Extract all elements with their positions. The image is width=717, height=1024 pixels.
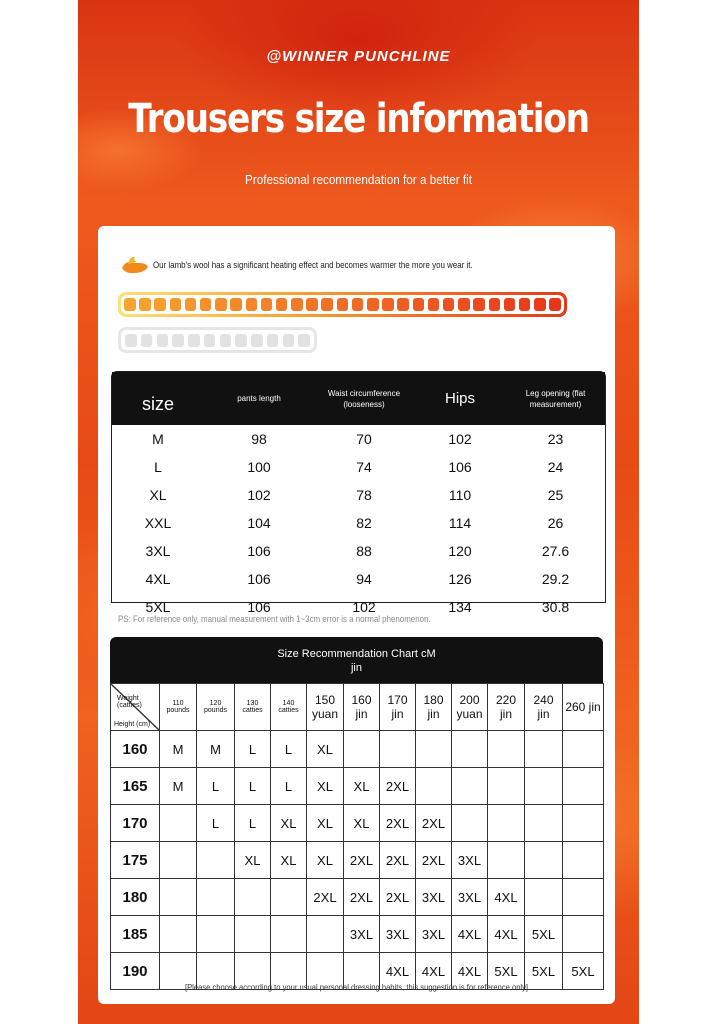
- recommended-size-cell: L: [197, 768, 235, 805]
- weight-axis-label: Weight (catties): [117, 695, 142, 709]
- recommended-size-cell: L: [271, 768, 307, 805]
- warmth-segment: [154, 298, 166, 311]
- size-cell: L: [154, 459, 162, 475]
- recommended-size-cell: [235, 916, 271, 953]
- recommended-size-cell: [452, 805, 488, 842]
- size-cell: 74: [356, 459, 372, 475]
- cold-segment: [141, 334, 153, 347]
- size-cell: 106: [247, 599, 271, 615]
- warmth-segment: [428, 298, 440, 311]
- recommended-size-cell: 2XL: [380, 768, 416, 805]
- warmth-segment: [458, 298, 470, 311]
- recommended-size-cell: 3XL: [380, 916, 416, 953]
- recommended-size-cell: [197, 916, 235, 953]
- recommended-size-cell: [525, 768, 563, 805]
- recommended-size-cell: 2XL: [380, 879, 416, 916]
- size-cell: 27.6: [541, 543, 570, 559]
- warmth-meter-hot: [118, 292, 567, 317]
- size-info-card: [98, 226, 615, 1004]
- recommendation-row: [111, 879, 604, 916]
- warmth-segment: [185, 298, 197, 311]
- warmth-segment: [261, 298, 273, 311]
- recommended-size-cell: [563, 916, 604, 953]
- recommended-size-cell: XL: [344, 768, 380, 805]
- warmth-segment: [473, 298, 485, 311]
- page-title: Trousers size information: [128, 96, 589, 142]
- cold-segment: [204, 334, 216, 347]
- size-cell: 104: [247, 515, 271, 531]
- recommended-size-cell: XL: [307, 805, 344, 842]
- recommended-size-cell: 4XL: [380, 953, 416, 990]
- weight-header: 140 catties: [271, 684, 307, 731]
- weight-header: 260 jin: [563, 684, 604, 731]
- weight-header: 150 yuan: [307, 684, 344, 731]
- height-cell: 180: [111, 879, 160, 916]
- warmth-segment: [321, 298, 333, 311]
- recommended-size-cell: [525, 842, 563, 879]
- size-row: [112, 425, 605, 453]
- warmth-segment: [367, 298, 379, 311]
- recommended-size-cell: [525, 805, 563, 842]
- recommended-size-cell: 3XL: [416, 879, 452, 916]
- recommended-size-cell: XL: [307, 842, 344, 879]
- recommended-size-cell: [307, 916, 344, 953]
- recommended-size-cell: [488, 731, 525, 768]
- recommended-size-cell: 3XL: [416, 916, 452, 953]
- recommendation-title: [110, 637, 603, 683]
- size-cell: 100: [247, 459, 271, 475]
- recommended-size-cell: 2XL: [416, 805, 452, 842]
- recommended-size-cell: L: [197, 805, 235, 842]
- cold-segment: [267, 334, 279, 347]
- recommended-size-cell: [235, 879, 271, 916]
- size-cell: 25: [547, 487, 564, 503]
- recommended-size-cell: 5XL: [525, 953, 563, 990]
- warmth-segment: [246, 298, 258, 311]
- recommended-size-cell: 2XL: [380, 842, 416, 879]
- recommended-size-cell: XL: [271, 805, 307, 842]
- recommended-size-cell: 4XL: [452, 953, 488, 990]
- recommended-size-cell: XL: [344, 805, 380, 842]
- recommended-size-cell: L: [271, 731, 307, 768]
- size-cell: 30.8: [541, 599, 570, 615]
- ps-note: PS: For reference only, manual measurement with 1~3cm error is a normal phenomenon.: [118, 614, 431, 624]
- warmth-segment: [139, 298, 151, 311]
- weight-header: 170 jin: [380, 684, 416, 731]
- size-cell: 106: [448, 459, 472, 475]
- pants-length-header: pants length: [204, 372, 314, 425]
- size-cell: 134: [448, 599, 472, 615]
- size-cell: 82: [356, 515, 372, 531]
- warmth-segment: [519, 298, 531, 311]
- size-cell: 106: [247, 571, 271, 587]
- recommendation-row: [111, 731, 604, 768]
- height-cell: 165: [111, 768, 160, 805]
- cold-segment: [125, 334, 137, 347]
- size-row: [112, 453, 605, 481]
- recommended-size-cell: 2XL: [307, 879, 344, 916]
- warmth-segment: [382, 298, 394, 311]
- warmth-segment: [170, 298, 182, 311]
- hips-header: Hips: [414, 372, 506, 425]
- recommended-size-cell: [271, 879, 307, 916]
- recommended-size-cell: [488, 842, 525, 879]
- recommended-size-cell: [344, 731, 380, 768]
- warmth-segment: [200, 298, 212, 311]
- recommendation-row: [111, 842, 604, 879]
- recommended-size-cell: [525, 731, 563, 768]
- recommended-size-cell: [563, 731, 604, 768]
- recommended-size-cell: XL: [307, 731, 344, 768]
- warmth-segment: [291, 298, 303, 311]
- recommended-size-cell: 4XL: [452, 916, 488, 953]
- recommended-size-cell: [452, 731, 488, 768]
- cold-segment: [157, 334, 169, 347]
- warmth-segment: [306, 298, 318, 311]
- warmth-meter-cold: [118, 327, 317, 353]
- warmth-segment: [443, 298, 455, 311]
- weight-header: 130 catties: [235, 684, 271, 731]
- size-row: [112, 565, 605, 593]
- warmth-segment: [215, 298, 227, 311]
- recommended-size-cell: 4XL: [488, 879, 525, 916]
- warmth-segment: [504, 298, 516, 311]
- cold-segment: [298, 334, 310, 347]
- size-cell: M: [152, 431, 164, 447]
- recommended-size-cell: 2XL: [416, 842, 452, 879]
- recommended-size-cell: L: [235, 768, 271, 805]
- weight-header: 240 jin: [525, 684, 563, 731]
- height-cell: 185: [111, 916, 160, 953]
- cold-segment: [283, 334, 295, 347]
- size-cell: 114: [448, 515, 472, 531]
- warmth-segment: [534, 298, 546, 311]
- cold-segment: [220, 334, 232, 347]
- recommended-size-cell: XL: [271, 842, 307, 879]
- recommended-size-cell: L: [235, 805, 271, 842]
- weight-header: 180 jin: [416, 684, 452, 731]
- warmth-segment: [352, 298, 364, 311]
- recommendation-table: [110, 683, 604, 990]
- recommendation-row: [111, 768, 604, 805]
- cold-segment: [172, 334, 184, 347]
- weight-header: 220 jin: [488, 684, 525, 731]
- size-cell: 120: [448, 543, 472, 559]
- height-axis-label: Height (cm): [114, 721, 151, 728]
- size-cell: 94: [356, 571, 372, 587]
- recommendation-title-line1: Size Recommendation Chart cM: [277, 648, 436, 660]
- weight-header: 120 pounds: [197, 684, 235, 731]
- size-cell: 3XL: [145, 543, 171, 559]
- recommended-size-cell: [380, 731, 416, 768]
- recommended-size-cell: 4XL: [416, 953, 452, 990]
- waist-header: Waist circumference (looseness): [314, 372, 414, 425]
- recommendation-title-line2: jin: [350, 662, 362, 674]
- recommended-size-cell: 3XL: [344, 916, 380, 953]
- recommended-size-cell: [563, 879, 604, 916]
- size-cell: 29.2: [541, 571, 570, 587]
- size-cell: 110: [448, 487, 472, 503]
- recommended-size-cell: 3XL: [452, 842, 488, 879]
- size-cell: 106: [247, 543, 271, 559]
- recommended-size-cell: [160, 916, 197, 953]
- recommended-size-cell: [452, 768, 488, 805]
- recommendation-row: [111, 805, 604, 842]
- recommended-size-cell: [488, 805, 525, 842]
- size-cell: 102: [247, 487, 271, 503]
- size-row: [112, 509, 605, 537]
- warmth-segment: [124, 298, 136, 311]
- recommended-size-cell: [563, 768, 604, 805]
- recommended-size-cell: M: [160, 768, 197, 805]
- recommended-size-cell: XL: [307, 768, 344, 805]
- recommended-size-cell: 3XL: [452, 879, 488, 916]
- size-cell: 26: [547, 515, 564, 531]
- recommended-size-cell: [563, 842, 604, 879]
- recommended-size-cell: [160, 879, 197, 916]
- leg-opening-header: Leg opening (flat measurement): [506, 372, 605, 425]
- size-cell: 4XL: [145, 571, 171, 587]
- size-cell: 78: [356, 487, 372, 503]
- recommended-size-cell: [488, 768, 525, 805]
- recommended-size-cell: [160, 842, 197, 879]
- recommended-size-cell: [416, 768, 452, 805]
- recommended-size-cell: 4XL: [488, 916, 525, 953]
- recommended-size-cell: [160, 805, 197, 842]
- recommendation-row: [111, 916, 604, 953]
- size-row: [112, 481, 605, 509]
- size-cell: XL: [149, 487, 167, 503]
- recommended-size-cell: M: [160, 731, 197, 768]
- cold-segment: [251, 334, 263, 347]
- size-cell: 23: [547, 431, 564, 447]
- recommended-size-cell: [197, 842, 235, 879]
- size-cell: 102: [448, 431, 472, 447]
- warmth-segment: [230, 298, 242, 311]
- cold-segment: [188, 334, 200, 347]
- height-cell: 170: [111, 805, 160, 842]
- recommended-size-cell: [563, 805, 604, 842]
- warmth-segment: [337, 298, 349, 311]
- size-cell: 126: [448, 571, 472, 587]
- warmth-note: [120, 254, 516, 276]
- size-table: [111, 371, 606, 615]
- size-cell: 98: [251, 431, 267, 447]
- weight-height-corner: [111, 684, 160, 731]
- recommended-size-cell: 5XL: [525, 916, 563, 953]
- warmth-segment: [549, 298, 561, 311]
- cold-segment: [235, 334, 247, 347]
- recommended-size-cell: 2XL: [344, 879, 380, 916]
- footer-note: [Please choose according to your usual personal dressing habits, this suggestion is for reference only]: [184, 983, 529, 992]
- recommended-size-cell: 2XL: [344, 842, 380, 879]
- weight-header: 160 jin: [344, 684, 380, 731]
- recommended-size-cell: M: [197, 731, 235, 768]
- page-subtitle: Professional recommendation for a better fit: [245, 172, 472, 187]
- weight-header: 200 yuan: [452, 684, 488, 731]
- brand-logo: @WINNER PUNCHLINE: [266, 48, 451, 65]
- height-cell: 190: [111, 953, 160, 990]
- height-cell: 160: [111, 731, 160, 768]
- recommended-size-cell: [525, 879, 563, 916]
- size-cell: 5XL: [145, 599, 171, 615]
- recommendation-chart: [110, 637, 603, 990]
- size-cell: XXL: [144, 515, 172, 531]
- recommended-size-cell: [416, 731, 452, 768]
- weight-header: 110 pounds: [160, 684, 197, 731]
- size-row: [112, 537, 605, 565]
- warmth-segment: [397, 298, 409, 311]
- size-header: size: [112, 372, 204, 425]
- warmth-segment: [489, 298, 501, 311]
- size-cell: 24: [547, 459, 564, 475]
- size-cell: 70: [356, 431, 372, 447]
- recommended-size-cell: 2XL: [380, 805, 416, 842]
- recommended-size-cell: [197, 879, 235, 916]
- recommended-size-cell: 5XL: [563, 953, 604, 990]
- recommended-size-cell: 5XL: [488, 953, 525, 990]
- size-cell: 102: [352, 599, 376, 615]
- height-cell: 175: [111, 842, 160, 879]
- warmth-note-text: Our lamb's wool has a significant heating effect and becomes warmer the more you wear it.: [153, 260, 473, 270]
- recommended-size-cell: XL: [235, 842, 271, 879]
- recommended-size-cell: L: [235, 731, 271, 768]
- hand-flame-icon: [120, 254, 150, 276]
- product-poster: [78, 0, 639, 1024]
- size-cell: 88: [356, 543, 372, 559]
- warmth-segment: [413, 298, 425, 311]
- recommended-size-cell: [271, 916, 307, 953]
- warmth-segment: [276, 298, 288, 311]
